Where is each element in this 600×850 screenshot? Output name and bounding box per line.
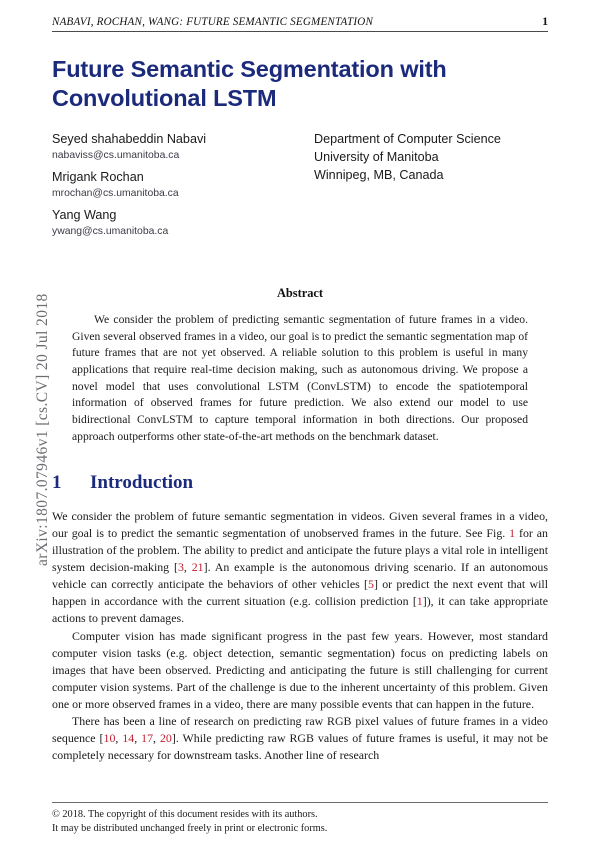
citation-link[interactable]: 3 xyxy=(177,560,184,575)
citation-link[interactable]: 10 xyxy=(103,731,116,746)
section-heading-introduction xyxy=(52,472,193,494)
section-title: Introduction xyxy=(90,472,194,493)
abstract-text: We consider the problem of predicting semantic segmentation of future frames in a video. Given several observed frames in a video, our goal is to predict the semantic segmentation map of future frames that are not yet observed. A reliable solution to this problem is useful in many applications that require real-time decision making, such as autonomous driving. We propose a novel model that uses convolutional LSTM (ConvLSTM) to encode the spatiotemporal information of observed frames for future prediction. We also extend our model to use bidirectional ConvLSTM to capture temporal information in both directions. Our proposed approach outperforms other state-of-the-art methods on the benchmark dataset. xyxy=(72,313,528,443)
running-header xyxy=(52,15,548,32)
paper-title-line-1: Future Semantic Segmentation with xyxy=(52,56,447,82)
paper-title xyxy=(52,55,522,113)
footer-distribution-line: It may be distributed unchanged freely in print or electronic forms. xyxy=(52,823,328,835)
authors-affiliation-block xyxy=(52,131,552,239)
author-name: Mrigank Rochan xyxy=(52,169,144,184)
authors-column xyxy=(52,131,314,239)
citation-link[interactable]: 5 xyxy=(368,577,374,592)
affiliation-line: Winnipeg, MB, Canada xyxy=(314,167,444,182)
page-number: 1 xyxy=(542,15,548,28)
author-email[interactable]: mrochan@cs.umanitoba.ca xyxy=(52,188,179,200)
paper-title-line-2: Convolutional LSTM xyxy=(52,85,277,112)
citation-link[interactable]: 17 xyxy=(141,731,154,746)
citation-link[interactable]: 14 xyxy=(122,731,135,746)
body-paragraph: We consider the problem of future semantic segmentation in videos. Given several frames in a video, our goal is to predict the semantic segmentation of unobserved frames in the future. See Fig. 1 for an illustration of the problem. The ability to predict and anticipate the future plays a vital role in intelligent system decision-making [3, 21]. An example is the autonomous driving scenario. If an autonomous vehicle can correctly anticipate the behaviors of other vehicles [5] or predict the next event that will happen in accordance with the current situation (e.g. collision prediction [1]), it can take appropriate actions to prevent damages. xyxy=(52,509,549,626)
running-header-row xyxy=(52,15,548,28)
arxiv-watermark-stamp: arXiv:1807.07946v1 [cs.CV] 20 Jul 2018 xyxy=(34,293,51,566)
citation-link[interactable]: 21 xyxy=(191,560,204,575)
author-name: Yang Wang xyxy=(52,207,117,222)
abstract-heading: Abstract xyxy=(276,286,324,300)
footer-copyright-line: © 2018. The copyright of this document resides with its authors. xyxy=(52,809,318,820)
section-body-text xyxy=(52,508,548,764)
body-paragraph: Computer vision has made significant progress in the past few years. However, most standard computer vision tasks (e.g. object detection, semantic segmentation) focus on predicting labels on images that have been observed. Predicting and anticipating the future is still challenging for current computer vision systems. Part of the challenge is due to the inherent uncertainty of this problem. Given one or more observed frames in a video, there are many possible events that can happen in the future. xyxy=(52,628,548,711)
running-header-title: NABAVI, ROCHAN, WANG: FUTURE SEMANTIC SEGMENTATION xyxy=(52,16,374,28)
page-footer xyxy=(52,802,548,836)
abstract-block xyxy=(72,286,528,446)
header-rule xyxy=(52,31,548,32)
author-name: Seyed shahabeddin Nabavi xyxy=(52,132,207,146)
citation-link[interactable]: 20 xyxy=(159,731,172,746)
author-email[interactable]: ywang@cs.umanitoba.ca xyxy=(52,226,169,238)
affiliation-line: Department of Computer Science xyxy=(314,132,501,146)
author-email[interactable]: nabaviss@cs.umanitoba.ca xyxy=(52,150,180,162)
citation-link[interactable]: 1 xyxy=(416,594,423,609)
affiliation-column xyxy=(314,131,552,239)
affiliation-line: University of Manitoba xyxy=(314,149,439,164)
citation-link[interactable]: 1 xyxy=(509,526,516,541)
body-paragraph: There has been a line of research on predicting raw RGB pixel values of future frames in a video sequence [10, 14, 17, 20]. While predicting raw RGB values of future frames is useful, it may not be completely necessary for downstream tasks. Another line of research xyxy=(52,713,548,763)
footer-rule xyxy=(52,802,548,803)
section-number: 1 xyxy=(52,472,62,493)
